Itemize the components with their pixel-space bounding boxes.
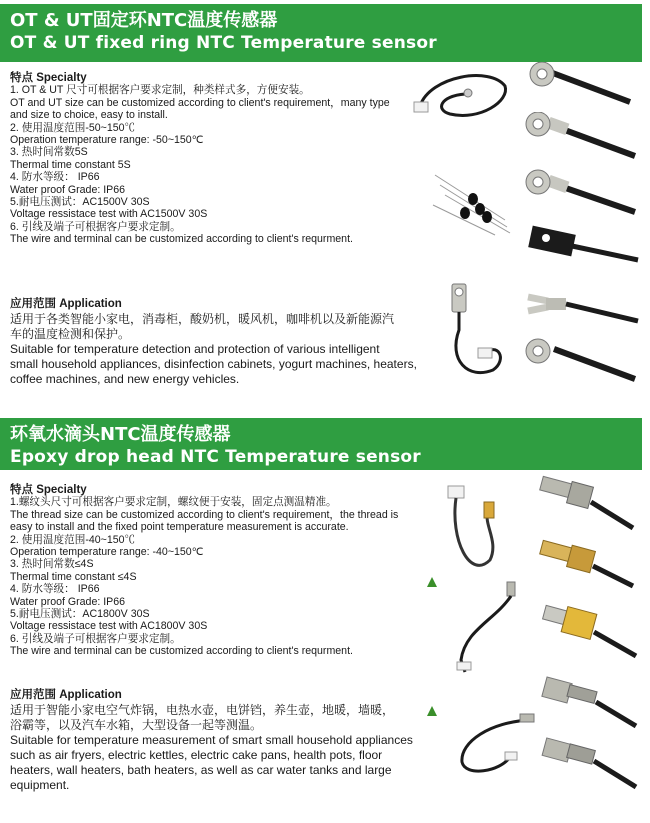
hex-brass-probe-image (538, 600, 638, 660)
spec-line: Water proof Grade: IP66 (10, 183, 126, 196)
ut-fork-sensor-image (520, 285, 640, 333)
section1-title-cn: OT & UT固定环NTC温度传感器 (10, 10, 278, 31)
ring-tab-coiled-sensor-image (438, 280, 513, 390)
brass-probe-coiled-image (440, 480, 520, 590)
straight-probe-cable-image (455, 580, 535, 675)
spec-line: 3. 热时间常数5S (10, 146, 88, 159)
spec-line: OT and UT size can be customized according to client's requirement，many type (10, 96, 390, 109)
spec-line: 6. 引线及端子可根据客户要求定制。 (10, 220, 181, 233)
app-line: Suitable for temperature detection and protection of various intelligent (10, 342, 380, 356)
spec-line: Operation temperature range: -40~150℃ (10, 546, 204, 559)
section2-specialty-heading: 特点 Specialty (10, 484, 87, 496)
app-line: heaters, wall heaters, bath heaters, as well as car water tanks and large (10, 763, 392, 777)
spec-line: Thermal time constant ≤4S (10, 570, 137, 583)
spec-line: The wire and terminal can be customized according to client's requrment. (10, 233, 353, 246)
spec-line: 4. 防水等级： IP66 (10, 171, 100, 184)
spec-line: 2. 使用温度范围-40~150℃ (10, 533, 136, 546)
section2-application-heading: 应用范围 Application (10, 689, 122, 701)
ot-ring-sensor-image-2 (520, 112, 640, 160)
spec-line: Voltage ressistace test with AC1800V 30S (10, 620, 208, 633)
section1-application (10, 297, 430, 387)
threaded-steel-probe-image-1 (535, 472, 635, 532)
spec-line: 3. 热时间常数≤4S (10, 558, 94, 571)
app-line: such as air fryers, electric kettles, electric cake pans, health pots, floor (10, 748, 383, 762)
spec-line: 5.耐电压测试：AC1800V 30S (10, 608, 150, 621)
section2-title-en: Epoxy drop head NTC Temperature sensor (10, 447, 421, 467)
app-line: 适用于各类智能小家电，消毒柜，酸奶机，暖风机，咖啡机以及新能源汽 (10, 312, 395, 326)
spec-line: easy to install and the fixed point temperature measurement is accurate. (10, 521, 349, 534)
logo-mark-icon (425, 704, 439, 718)
app-line: 浴霸等，以及汽车水箱，大型设备一起等测温。 (10, 718, 263, 732)
spec-line: 4. 防水等级： IP66 (10, 583, 100, 596)
spec-line: Water proof Grade: IP66 (10, 595, 126, 608)
spec-line: 5.耐电压测试：AC1500V 30S (10, 196, 150, 209)
section1-specialty (10, 72, 390, 246)
section2-application (10, 688, 435, 793)
app-line: 适用于智能小家电空气炸锅，电热水壶，电饼铛，养生壶，地暖，墙暖， (10, 703, 395, 717)
spec-line: 2. 使用温度范围-50~150℃ (10, 121, 136, 134)
app-line: coffee machines, and new energy vehicles. (10, 372, 240, 386)
spec-line: 1.螺纹头尺寸可根据客户要求定制，螺纹便于安装，固定点测温精准。 (10, 496, 337, 509)
section2-banner (0, 418, 642, 470)
app-line: small household appliances, disinfection cabinets, yogurt machines, heaters, (10, 357, 417, 371)
section2-title-cn: 环氧水滴头NTC温度传感器 (10, 424, 231, 445)
app-line: 车的温度检测和保护。 (10, 327, 131, 341)
threaded-steel-probe-image-2 (538, 670, 638, 730)
spec-line: The wire and terminal can be customized according to client's requrment. (10, 645, 353, 658)
ot-ring-sensor-image-3 (520, 166, 640, 218)
spec-line: The thread size can be customized according to client's requirement，the thread is (10, 508, 399, 521)
flat-plate-sensor-image (520, 220, 640, 268)
loop-probe-cable-image (450, 712, 540, 782)
spec-line: and size to choice, easy to install. (10, 109, 168, 122)
logo-mark-icon (425, 575, 439, 589)
app-line: equipment. (10, 778, 70, 792)
drop-head-leads-image (425, 165, 515, 240)
ot-ring-sensor-image-4 (520, 337, 640, 385)
section1-title-en: OT & UT fixed ring NTC Temperature sensor (10, 33, 437, 53)
section1-banner (0, 4, 642, 62)
ot-ring-terminal-image (520, 62, 640, 110)
spec-line: Thermal time constant 5S (10, 158, 131, 171)
ot-coiled-sensor-image (410, 66, 515, 136)
threaded-brass-probe-image (535, 536, 635, 592)
threaded-steel-probe-image-3 (538, 733, 638, 793)
section1-specialty-heading: 特点 Specialty (10, 72, 87, 84)
app-line: Suitable for temperature measurement of smart small household appliances (10, 733, 413, 747)
spec-line: Operation temperature range: -50~150℃ (10, 134, 204, 147)
spec-line: 1. OT & UT 尺寸可根据客户要求定制，种类样式多，方便安装。 (10, 84, 310, 97)
spec-line: 6. 引线及端子可根据客户要求定制。 (10, 632, 181, 645)
section1-application-heading: 应用范围 Application (10, 298, 122, 310)
section2-specialty (10, 484, 398, 658)
spec-line: Voltage ressistace test with AC1500V 30S (10, 208, 208, 221)
